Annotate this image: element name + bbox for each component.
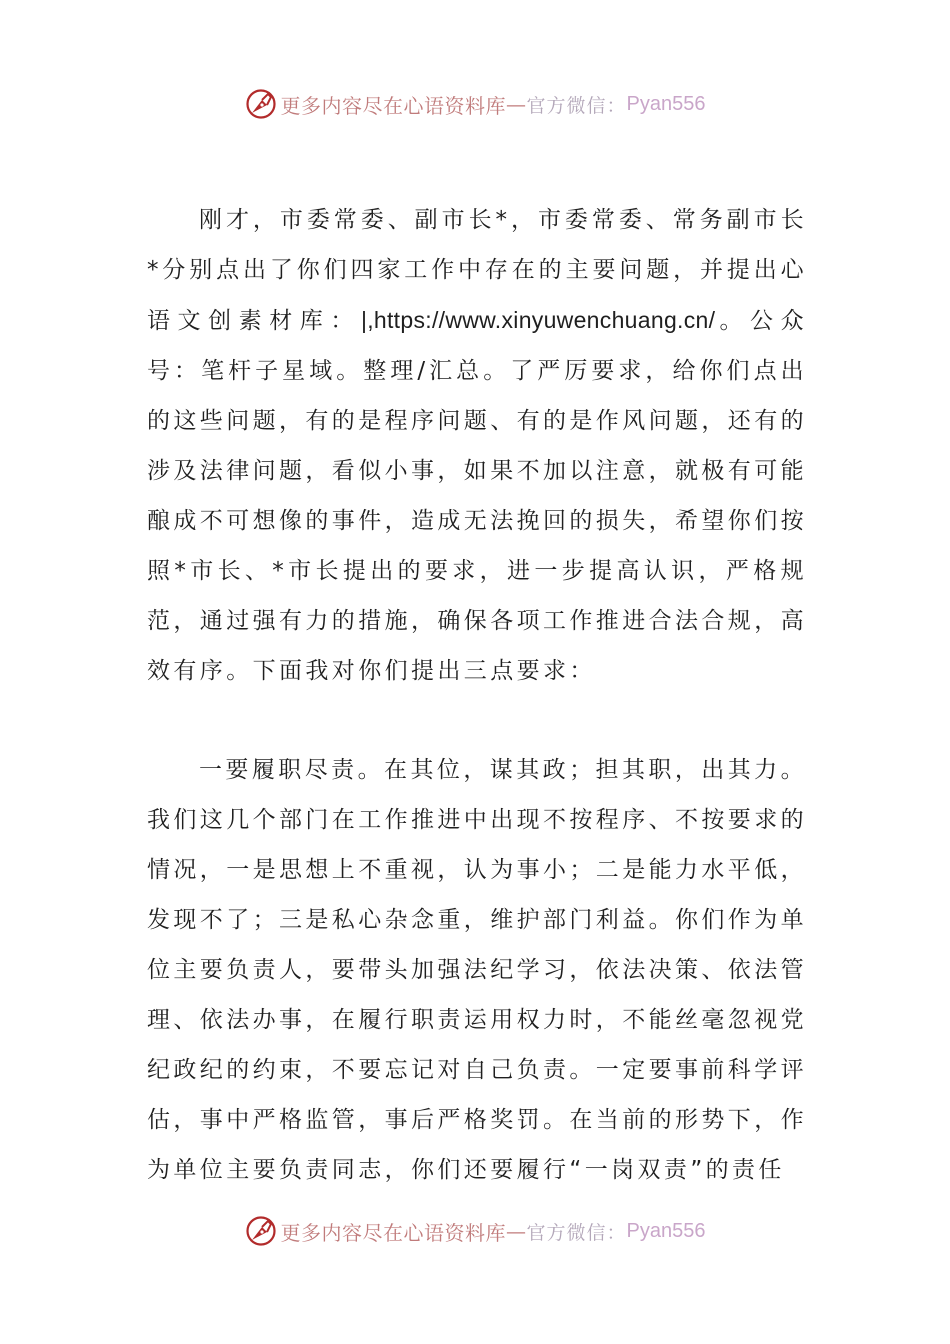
footer-brand-text: 更多内容尽在心语资料库	[280, 1220, 506, 1245]
footer-banner	[0, 1211, 950, 1251]
paragraph-1-url: |,https://www.xinyuwenchuang.cn/	[360, 307, 716, 333]
document-paragraph-2: 一要履职尽责。在其位，谋其政；担其职，出其力。我们这几个部门在工作推进中出现不按程序、不按要求的情况，一是思想上不重视，认为事小；二是能力水平低，发现不了；三是私心杂念重，维护部门利益。你们作为单位主要负责人，要带头加强法纪学习，依法决策、依法管理、依法办事，在履行职责运用权力时，不能丝毫忽视党纪政纪的约束，不要忘记对自己负责。一定要事前科学评估，事中严格监管，事后严格奖罚。在当前的形势下，作为单位主要负责同志，你们还要履行“一岗双责”的责任	[147, 757, 807, 1183]
header-banner	[0, 84, 950, 124]
footer-separator: —	[506, 1219, 527, 1243]
header-separator: —	[506, 92, 527, 116]
header-wechat-label: 官方微信：	[526, 94, 627, 117]
header-wechat-id: Pyan556	[626, 92, 706, 115]
pen-nib-logo-icon	[245, 88, 277, 120]
paragraph-1-text-b: 。公众号：笔杆子星域。整理/汇总。了严厉要求，给你们点出的这些问题，有的是程序问题、有的是作风问题，还有的涉及法律问题，看似小事，如果不加以注意，就极有可能酿成不可想像的事件，造成无法挽回的损失，希望你们按照*市长、*市长提出的要求，进一步提高认识，严格规范，通过强有力的措施，确保各项工作推进合法合规，高效有序。下面我对你们提出三点要求：	[147, 308, 807, 684]
footer-wechat-label: 官方微信：	[526, 1221, 627, 1244]
pen-nib-logo-icon	[245, 1215, 277, 1247]
footer-wechat-id: Pyan556	[626, 1219, 706, 1242]
header-brand-text: 更多内容尽在心语资料库	[280, 93, 506, 118]
paragraph-1-text-a: 刚才，市委常委、副市长*，市委常委、常务副市长*分别点出了你们四家工作中存在的主要问题，并提出心语文创素材库：	[147, 207, 807, 334]
document-paragraph-1	[147, 195, 807, 696]
